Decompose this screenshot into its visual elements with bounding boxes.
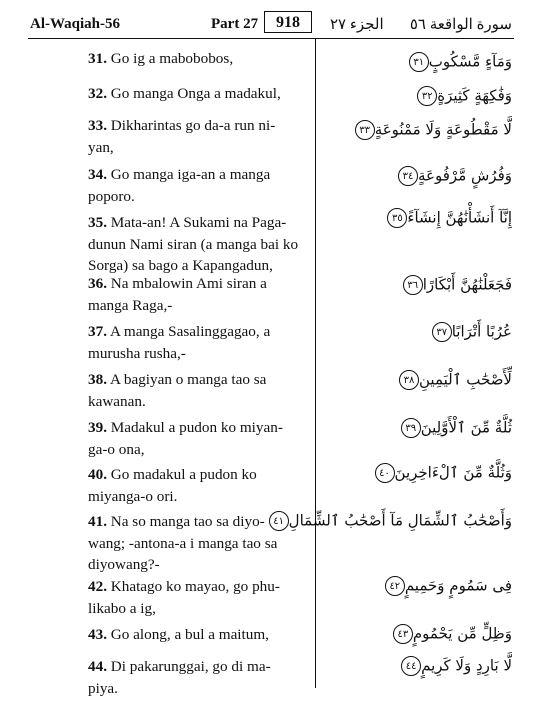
ayah-end-marker: ٣٥ — [387, 208, 407, 228]
arabic-verse — [428, 322, 512, 342]
arabic-verse — [351, 120, 512, 140]
verse-translation — [88, 83, 300, 105]
ayah-end-marker: ٤٣ — [393, 624, 413, 644]
arabic-text: لَّا بَارِدٍ وَلَا كَرِيمٍ — [421, 656, 512, 675]
verse-number: 39. — [88, 419, 107, 436]
arabic-text: لَّا مَقْطُوعَةٍ وَلَا مَمْنُوعَةٍ — [374, 120, 512, 139]
verse-text: Go ig a mabobobos, — [110, 50, 234, 67]
verse-text: A manga Sasalinggagao, a murusha rusha,- — [88, 323, 271, 362]
arabic-verse — [389, 624, 512, 644]
page-header — [0, 0, 540, 42]
arabic-text: فِى سَمُومٍ وَحَمِيمٍ — [404, 576, 512, 595]
arabic-verse — [381, 576, 512, 596]
verse-number: 34. — [88, 166, 107, 183]
arabic-text: وَظِلٍّ مِّن يَحْمُومٍ — [412, 624, 512, 643]
arabic-verse — [399, 275, 512, 295]
verse-translation — [88, 369, 300, 412]
ayah-end-marker: ٣٩ — [401, 418, 421, 438]
verse-number: 36. — [88, 275, 107, 292]
arabic-text: وَثُلَّةٌ مِّنَ ٱلْءَاخِرِينَ — [394, 463, 512, 482]
verse-number: 32. — [88, 85, 107, 102]
verse-translation — [88, 48, 300, 70]
arabic-text: وَأَصْحَٰبُ ٱلشِّمَالِ مَآ أَصْحَٰبُ ٱلشِّمَالِ — [288, 511, 512, 530]
surah-name-arabic: سورة الواقعة ٥٦ — [409, 17, 512, 33]
ayah-end-marker: ٣١ — [409, 52, 429, 72]
juz-label-arabic: الجزء ٢٧ — [330, 17, 384, 33]
arabic-verse — [394, 166, 512, 186]
ayah-end-marker: ٣٨ — [399, 370, 419, 390]
arabic-text: فَجَعَلْنَٰهُنَّ أَبْكَارًا — [422, 275, 512, 294]
verse-text: Go manga Onga a madakul, — [110, 85, 281, 102]
verse-text: Khatago ko mayao, go phu- likabo a ig, — [88, 578, 280, 617]
arabic-verse — [397, 656, 512, 676]
ayah-end-marker: ٤٤ — [401, 656, 421, 676]
verse-number: 31. — [88, 50, 107, 67]
verse-number: 43. — [88, 626, 107, 643]
verse-text: Madakul a pudon ko miyan- ga-o ona, — [88, 419, 283, 458]
ayah-end-marker: ٣٢ — [417, 86, 437, 106]
arabic-text: وَفُرُشٍ مَّرْفُوعَةٍ — [418, 166, 512, 185]
arabic-verse — [383, 208, 512, 228]
arabic-verse — [413, 86, 512, 106]
verse-number: 42. — [88, 578, 107, 595]
ayah-end-marker: ٤٢ — [385, 576, 405, 596]
verse-translation — [88, 212, 300, 277]
verse-text: Di pakarunggai, go di ma- piya. — [88, 658, 271, 697]
verse-text: Go along, a bul a maitum, — [110, 626, 269, 643]
verse-number: 33. — [88, 117, 107, 134]
verse-number: 41. — [88, 513, 107, 530]
ayah-end-marker: ٣٦ — [403, 275, 423, 295]
ayah-end-marker: ٣٧ — [432, 322, 452, 342]
verse-number: 38. — [88, 371, 107, 388]
ayah-end-marker: ٤٠ — [375, 463, 395, 483]
verse-text: Mata-an! A Sukami na Paga- dunun Nami siran (a manga bai ko Sorga) sa bago a Kapangadun, — [88, 214, 299, 274]
verse-translation — [88, 321, 300, 364]
arabic-verse — [265, 511, 512, 531]
verse-text: A bagiyan o manga tao sa kawanan. — [88, 371, 267, 410]
verse-translation — [88, 576, 300, 619]
arabic-verse — [397, 418, 512, 438]
arabic-verse — [395, 370, 512, 390]
verse-translation — [88, 464, 300, 507]
verse-number: 40. — [88, 466, 107, 483]
arabic-text: وَفَٰكِهَةٍ كَثِيرَةٍ — [437, 86, 512, 105]
verse-text: Na mbalowin Ami siran a manga Raga,- — [88, 275, 267, 314]
verse-number: 35. — [88, 214, 107, 231]
arabic-text: وَمَآءٍ مَّسْكُوبٍ — [428, 52, 512, 71]
ayah-end-marker: ٤١ — [269, 511, 289, 531]
page-number: 918 — [264, 11, 312, 33]
verse-translation — [88, 624, 300, 646]
verse-translation — [88, 273, 300, 316]
verse-translation — [88, 656, 300, 699]
header-rule — [28, 38, 514, 39]
arabic-verse — [405, 52, 512, 72]
verse-number: 44. — [88, 658, 107, 675]
arabic-text: عُرُبًا أَتْرَابًا — [451, 322, 512, 341]
arabic-text: إِنَّآ أَنشَأْنَٰهُنَّ إِنشَآءً — [407, 208, 512, 227]
verse-translation — [88, 115, 300, 158]
surah-name-latin: Al-Waqiah-56 — [30, 16, 121, 32]
verse-number: 37. — [88, 323, 107, 340]
arabic-text: ثُلَّةٌ مِّنَ ٱلْأَوَّلِينَ — [420, 418, 512, 437]
verse-text: Dikharintas go da-a run ni- yan, — [88, 117, 276, 156]
ayah-end-marker: ٣٣ — [355, 120, 375, 140]
verse-text: Go manga iga-an a manga poporo. — [88, 166, 271, 205]
ayah-end-marker: ٣٤ — [398, 166, 418, 186]
arabic-verse — [371, 463, 512, 483]
verse-translation — [88, 417, 300, 460]
column-divider — [315, 38, 316, 688]
part-label: Part 27 — [211, 16, 259, 32]
verse-text: Na so manga tao sa diyo- wang; -antona-a i manga tao sa diyowang?- — [88, 513, 278, 573]
arabic-text: لِّأَصْحَٰبِ ٱلْيَمِينِ — [419, 370, 512, 389]
verse-translation — [88, 164, 300, 207]
verse-text: Go madakul a pudon ko miyanga-o ori. — [88, 466, 257, 505]
